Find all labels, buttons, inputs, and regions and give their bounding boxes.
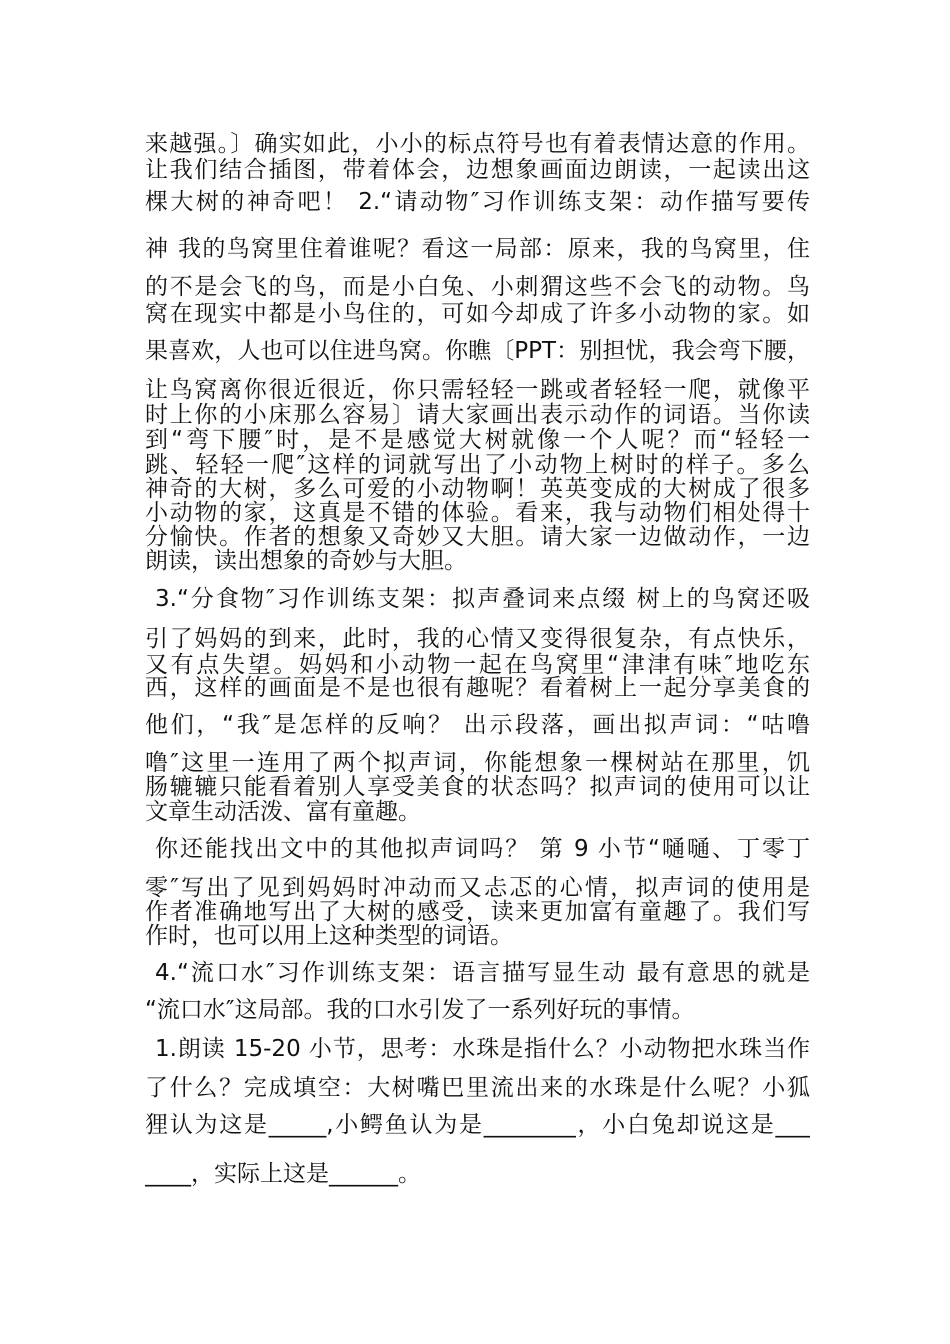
text-line: 让鸟窝离你很近很近，你只需轻轻一跳或者轻轻一爬，就像平 — [145, 377, 810, 403]
text-line: 你还能找出文中的其他拟声词吗？ 第 9 小节“嗵嗵、丁零丁 — [155, 836, 810, 862]
text-line: 作时，也可以用上这种类型的词语。 — [145, 923, 513, 949]
text-line: 跳、轻轻一爬″这样的词就写出了小动物上树时的样子。多么 — [145, 452, 810, 478]
text-line: 让我们结合插图，带着体会，边想象画面边朗读，一起读出这 — [145, 157, 810, 183]
text-line: 来越强。〕确实如此，小小的标点符号也有着表情达意的作用。 — [145, 131, 810, 157]
text-line: 窝在现实中都是小鸟住的，可如今却成了许多小动物的家。如 — [145, 301, 810, 327]
text-line: 神 我的鸟窝里住着谁呢？看这一局部：原来，我的鸟窝里，住 — [145, 236, 810, 262]
text-line: 到“弯下腰″时，是不是感觉大树就像一个人呢？而“轻轻一 — [145, 427, 810, 453]
text-line: 时上你的小床那么容易〕请大家画出表示动作的词语。当你读 — [145, 402, 810, 428]
text-line: 他们，“我″是怎样的反响？ 出示段落，画出拟声词：“咕噜 — [145, 712, 810, 738]
text-line: 神奇的大树，多么可爱的小动物啊！英英变成的大树成了很多 — [145, 476, 810, 502]
text-line: 文章生动活泼、富有童趣。 — [145, 799, 421, 825]
text-line: 3.“分食物″习作训练支架：拟声叠词来点缀 树上的鸟窝还吸 — [155, 586, 810, 612]
text-line: 棵大树的神奇吧！ 2.“请动物″习作训练支架：动作描写要传 — [145, 189, 810, 215]
text-line: 零″写出了见到妈妈时冲动而又忐忑的心情，拟声词的使用是 — [145, 875, 810, 901]
text-line: 狸认为这是_____,小鳄鱼认为是________，小白兔却说这是___ — [145, 1112, 810, 1138]
text-line: 小动物的家，这真是不错的体验。看来，我与动物们相处得十 — [145, 500, 810, 526]
text-line: 果喜欢，人也可以住进鸟窝。你瞧〔PPT：别担忧，我会弯下腰， — [145, 338, 810, 364]
text-line: 4.“流口水″习作训练支架：语言描写显生动 最有意思的就是 — [155, 960, 810, 986]
text-line: 作者准确地写出了大树的感受，读来更加富有童趣了。我们写 — [145, 899, 810, 925]
text-line: “流口水″这局部。我的口水引发了一系列好玩的事情。 — [145, 997, 695, 1023]
text-line: 肠辘辘只能看着别人享受美食的状态吗？拟声词的使用可以让 — [145, 774, 810, 800]
text-line: 朗读，读出想象的奇妙与大胆。 — [145, 548, 467, 574]
text-line: 的不是会飞的鸟，而是小白兔、小刺猬这些不会飞的动物。鸟 — [145, 274, 810, 300]
text-line: 又有点失望。妈妈和小动物一起在鸟窝里“津津有味″地吃东 — [145, 652, 810, 678]
text-line: 噜″这里一连用了两个拟声词，你能想象一棵树站在那里，饥 — [145, 750, 810, 776]
text-line: 1.朗读 15-20 小节，思考：水珠是指什么？小动物把水珠当作 — [155, 1036, 810, 1062]
text-line: 了什么？完成填空：大树嘴巴里流出来的水珠是什么呢？小狐 — [145, 1075, 810, 1101]
text-line: 西，这样的画面是不是也很有趣呢？看着树上一起分享美食的 — [145, 675, 810, 701]
text-line: 引了妈妈的到来，此时，我的心情又变得很复杂，有点快乐， — [145, 626, 810, 652]
text-line: 分愉快。作者的想象又奇妙又大胆。请大家一边做动作，一边 — [145, 524, 810, 550]
text-line: ____，实际上这是______。 — [145, 1161, 421, 1187]
